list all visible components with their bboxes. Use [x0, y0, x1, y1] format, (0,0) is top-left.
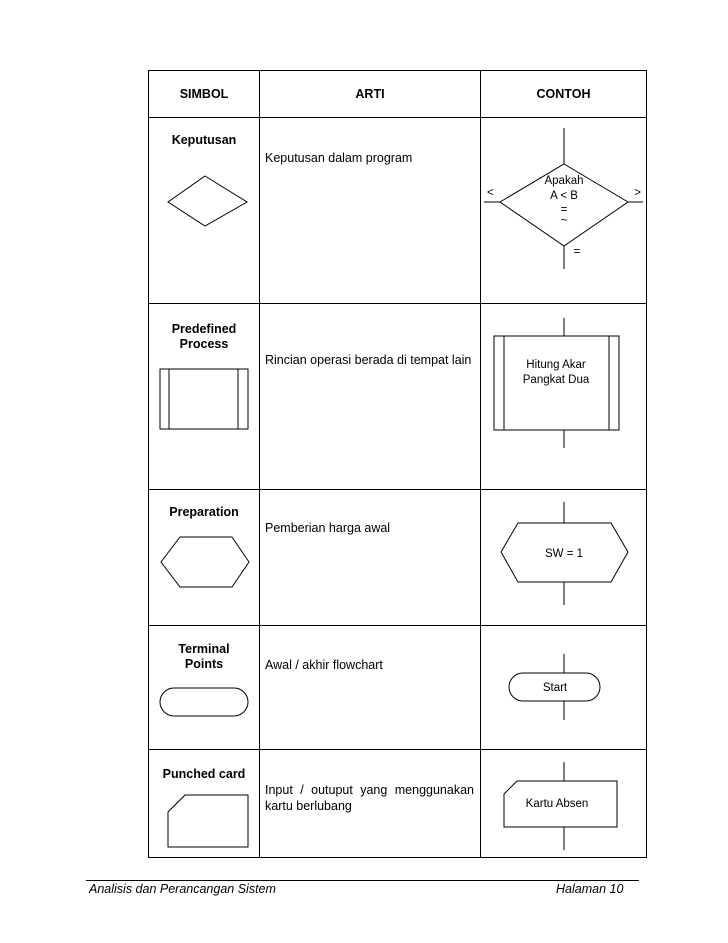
branch-bottom-label: = [573, 246, 581, 258]
decision-example-diagram [481, 118, 647, 303]
meaning-cell [260, 626, 481, 750]
meaning-text: Rincian operasi berada di tempat lain [265, 353, 472, 367]
meaning-text: Awal / akhir flowchart [265, 658, 383, 672]
example-label: Kartu Absen [525, 798, 589, 810]
example-line: Pangkat Dua [522, 374, 590, 386]
symbol-cell [149, 118, 260, 304]
footer-title: Analisis dan Perancangan Sistem [89, 882, 276, 896]
footer-page-number: Halaman 10 [556, 882, 624, 896]
flowchart-symbol-table [148, 70, 647, 858]
symbol-name-line: Process [179, 337, 229, 351]
example-label: Start [542, 682, 568, 694]
terminal-example-diagram [481, 626, 647, 749]
header-contoh: CONTOH [481, 71, 647, 118]
example-cell [481, 750, 647, 858]
symbol-name-line: Terminal [178, 642, 230, 656]
table-row [149, 118, 647, 304]
table-row [149, 490, 647, 626]
table-row [149, 626, 647, 750]
example-cell [481, 304, 647, 490]
symbol-name-line: Points [184, 657, 224, 671]
predefined-process-symbol-icon [149, 304, 260, 489]
terminal-symbol-icon [149, 626, 260, 749]
meaning-cell [260, 490, 481, 626]
meaning-text: Keputusan dalam program [265, 151, 413, 165]
meaning-text: Pemberian harga awal [265, 521, 391, 535]
example-line: A < B [550, 190, 578, 202]
header-simbol: SIMBOL [149, 71, 260, 118]
symbol-name: Preparation [169, 505, 239, 519]
example-line: Apakah [544, 175, 584, 187]
predefined-process-example-diagram [481, 304, 647, 489]
branch-right-label: > [634, 187, 641, 199]
example-line: = [560, 204, 568, 216]
example-line: ~ [560, 215, 568, 227]
example-cell [481, 118, 647, 304]
decision-symbol-icon [149, 118, 260, 303]
footer-divider [86, 880, 639, 881]
meaning-text: Input / outuput yang menggunakan kartu berlubang [265, 783, 474, 813]
meaning-cell [260, 750, 481, 858]
example-cell [481, 490, 647, 626]
table-row [149, 304, 647, 490]
preparation-symbol-icon [149, 490, 260, 625]
symbol-cell [149, 304, 260, 490]
meaning-cell [260, 118, 481, 304]
example-cell [481, 626, 647, 750]
symbol-name: Keputusan [171, 133, 237, 147]
symbol-cell [149, 626, 260, 750]
symbol-cell [149, 490, 260, 626]
punched-card-example-diagram [481, 750, 647, 857]
example-line: Hitung Akar [526, 359, 586, 371]
symbol-name-line: Predefined [171, 322, 237, 336]
preparation-example-diagram [481, 490, 647, 625]
branch-left-label: < [487, 187, 494, 199]
table-row [149, 750, 647, 858]
table-header-row [149, 71, 647, 118]
meaning-cell [260, 304, 481, 490]
example-label: SW = 1 [544, 548, 584, 560]
symbol-name: Punched card [162, 767, 246, 781]
header-arti: ARTI [260, 71, 481, 118]
punched-card-symbol-icon [149, 750, 260, 857]
symbol-cell [149, 750, 260, 858]
